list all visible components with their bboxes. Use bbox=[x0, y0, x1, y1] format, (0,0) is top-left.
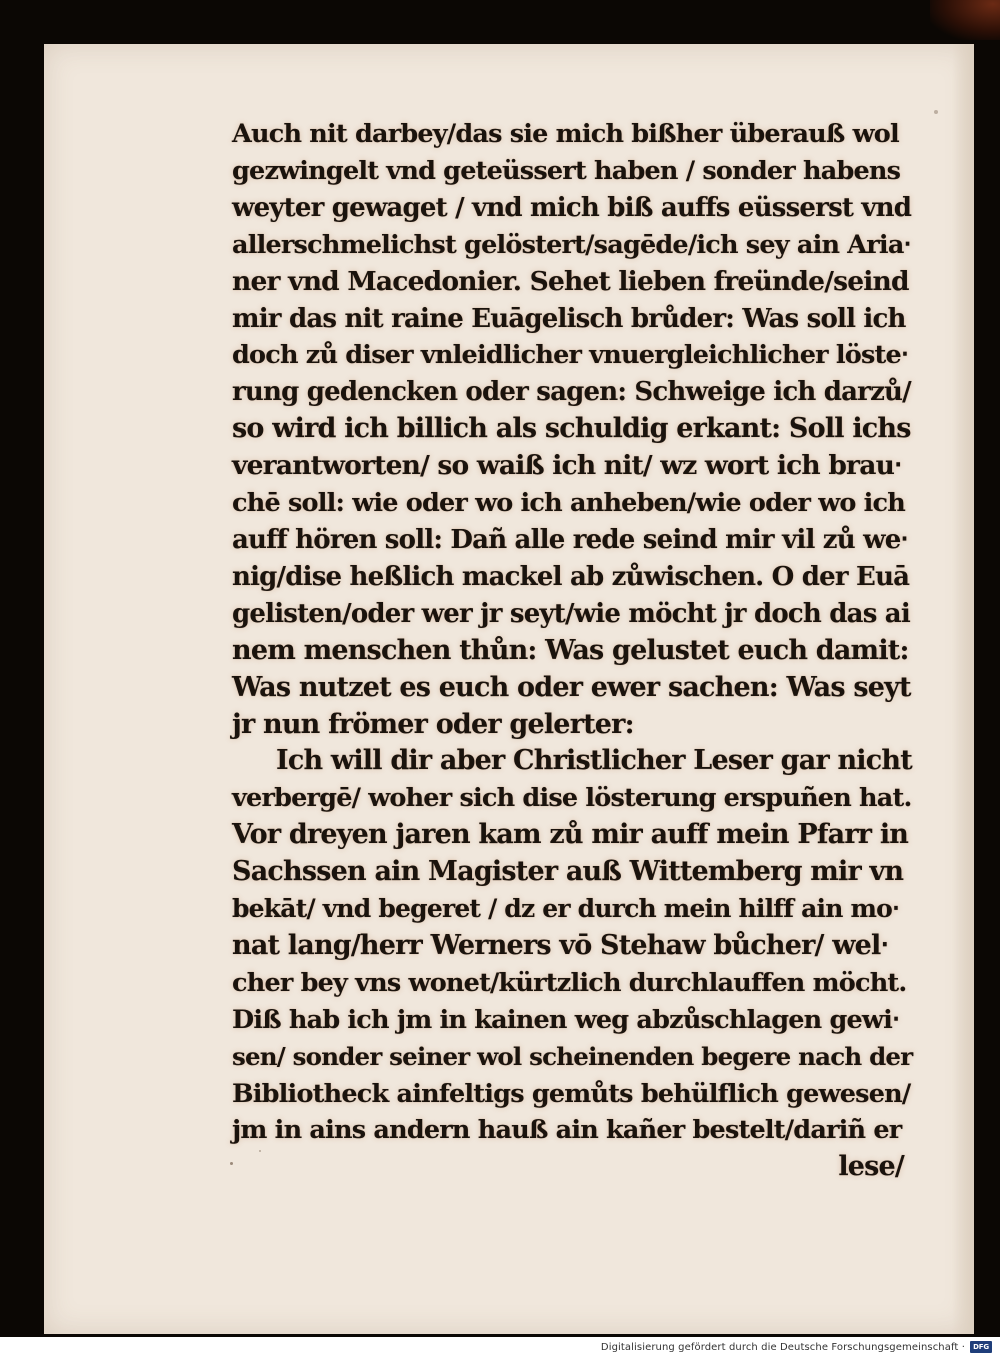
text-line: Bibliotheck ainfeltigs gemůts behülflich gewesen/ bbox=[232, 1078, 911, 1109]
page-speck bbox=[934, 110, 938, 114]
text-line: chē soll: wie oder wo ich anheben/wie oder wo ich bbox=[232, 488, 906, 519]
text-line: sen/ sonder seiner wol scheinenden begere nach der bbox=[232, 1041, 913, 1071]
page-edge-shading bbox=[952, 44, 974, 1334]
paragraph-start-line: Ich will dir aber Christlicher Leser gar nicht bbox=[276, 745, 912, 777]
text-line: Was nutzet es euch oder ewer sachen: Was seyt bbox=[232, 671, 911, 703]
text-line: ner vnd Macedonier. Sehet lieben freünde/seind bbox=[232, 265, 909, 297]
text-line: jm in ains andern hauß ain kañer bestelt/dariñ er bbox=[232, 1115, 902, 1146]
text-line: cher bey vns wonet/kürtzlich durchlauffen möcht. bbox=[232, 967, 907, 998]
text-line: Auch nit darbey/das sie mich bißher überauß wol bbox=[232, 119, 899, 149]
text-line: Diß hab ich jm in kainen weg abzůschlagen gewi‧ bbox=[232, 1004, 900, 1035]
text-line: so wird ich billich als schuldig erkant: Soll ichs bbox=[232, 413, 911, 445]
text-line: allerschmelichst gelöstert/sagēde/ich sey ain Aria‧ bbox=[232, 229, 911, 260]
text-line: jr nun frömer oder gelerter: bbox=[232, 708, 634, 740]
text-line: nat lang/herr Werners vō Stehaw bůcher/ wel‧ bbox=[232, 929, 889, 961]
book-page bbox=[44, 44, 974, 1334]
text-line: Vor dreyen jaren kam zů mir auff mein Pfarr in bbox=[232, 819, 909, 851]
text-line: rung gedencken oder sagen: Schweige ich darzů/ bbox=[232, 377, 911, 408]
text-line: gezwingelt vnd geteüssert haben / sonder habens bbox=[232, 155, 901, 186]
dfg-logo-text: DFG bbox=[973, 1343, 989, 1351]
text-line: verbergē/ woher sich dise lösterung erspuñen hat. bbox=[232, 783, 912, 814]
text-line: auff hören soll: Dañ alle rede seind mir vil zů we‧ bbox=[232, 524, 908, 555]
text-line: verantworten/ so waiß ich nit/ wz wort ich brau‧ bbox=[232, 450, 902, 482]
digitization-footer bbox=[0, 1337, 1000, 1357]
binding-edge bbox=[930, 0, 1000, 40]
dfg-logo-icon bbox=[970, 1341, 992, 1353]
text-line: mir das nit raine Euāgelisch brůder: Was soll ich bbox=[232, 303, 906, 334]
text-line: nig/dise heßlich mackel ab zůwischen. O der Euā bbox=[232, 561, 910, 592]
text-line: Sachssen ain Magister auß Wittemberg mir vn bbox=[232, 856, 904, 888]
text-line: nem menschen thůn: Was gelustet euch damit: bbox=[232, 634, 909, 666]
funding-credit: Digitalisierung gefördert durch die Deutsche Forschungsgemeinschaft · bbox=[600, 1341, 965, 1353]
catchword: lese/ bbox=[838, 1151, 904, 1183]
text-line: bekāt/ vnd begeret / dz er durch mein hilff ain mo‧ bbox=[232, 894, 900, 924]
text-line: gelisten/oder wer jr seyt/wie möcht jr doch das ai bbox=[232, 598, 910, 629]
text-line: doch zů diser vnleidlicher vnuergleichlicher löste‧ bbox=[232, 340, 909, 371]
text-line: weyter gewaget / vnd mich biß auffs eüsserst vnd bbox=[232, 192, 912, 223]
body-text bbox=[232, 116, 912, 1186]
